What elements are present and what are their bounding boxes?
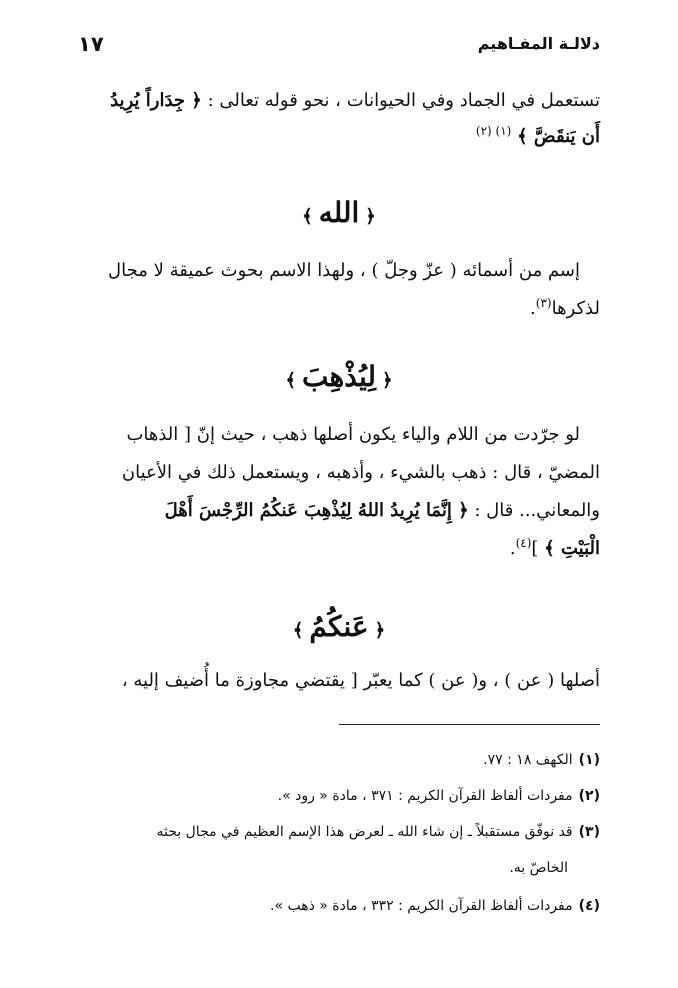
paragraph-2: [78, 252, 600, 328]
page-number: ١٧: [78, 32, 104, 56]
heading-word: لِيُذْهِبَ: [302, 360, 376, 393]
footnote-text: الكهف ١٨ : ٧٧.: [483, 752, 573, 768]
paragraph-4-line-1: أصلها ( عن ) ، و( عن ) كما يعبّر [ يقتضي مجاوزة ما أُضيف إليه ،: [121, 670, 600, 691]
paragraph-2-line-1: إسم من أسمائه ( عزّ وجلّ ) ، ولهذا الاسم بحوث عميقة لا مجال: [108, 260, 580, 281]
period: .: [509, 538, 516, 559]
footnote-number: (٣): [578, 824, 600, 840]
paragraph-1-line-2: [78, 120, 600, 154]
page-header: [78, 26, 600, 60]
paragraph-2-text: لذكرها: [551, 298, 600, 319]
footnote-text: الخاصّ به.: [509, 860, 568, 876]
paragraph-1-line-1: [78, 82, 600, 120]
section-heading-ankum: [78, 610, 600, 643]
quran-verse-continued: الْبَيْتِ ﴾: [544, 538, 600, 559]
quran-verse-continued: أَن يَنقَضَّ ﴾: [517, 126, 600, 147]
section-heading-allah: [78, 196, 600, 229]
paragraph-3-line-4: [78, 530, 600, 568]
quran-verse: ﴿ جِدَاراً يُرِيدُ: [110, 90, 202, 111]
paragraph-1-text: تستعمل في الجماد وفي الحيوانات ، نحو قوله تعالى :: [201, 90, 600, 111]
paragraph-3-line-2: المضيّ ، قال : ذهب بالشيء ، وأذهبه ، ويستعمل ذلك في الأعيان: [121, 462, 600, 483]
footnote-number: (٢): [578, 788, 600, 804]
running-title: دلالـة المفـاهيم: [477, 34, 600, 53]
paragraph-2-line-2: [78, 290, 600, 328]
period: .: [530, 298, 536, 319]
footnote-ref: (٤): [515, 536, 532, 550]
footnote-4: [78, 890, 600, 922]
ornament-right-icon: ﴿: [381, 370, 393, 391]
ornament-left-icon: ﴾: [285, 370, 297, 391]
footnote-3-continued: [78, 852, 600, 884]
paragraph-1: [78, 82, 600, 154]
ornament-right-icon: ﴿: [365, 206, 376, 227]
ornament-right-icon: ﴿: [374, 620, 386, 641]
footnote-ref: (١) (٢): [475, 124, 512, 138]
paragraph-4: [78, 662, 600, 700]
paragraph-3: [78, 416, 600, 568]
heading-word: عَنكُمُ: [309, 610, 369, 643]
footnote-2: [78, 780, 600, 812]
footnote-3: [78, 816, 600, 848]
footnote-number: (٤): [578, 898, 600, 914]
paragraph-3-text: والمعاني... قال :: [468, 500, 600, 521]
ornament-left-icon: ﴾: [292, 620, 304, 641]
footnote-number: (١): [578, 752, 600, 768]
footnote-text: مفردات ألفاظ القرآن الكريم : ٣٧١ ، مادة « رود ».: [277, 788, 573, 804]
footnote-ref: (٣): [535, 296, 552, 310]
heading-word: الله: [318, 196, 360, 229]
paragraph-3-line-3: [78, 492, 600, 530]
quran-verse: ﴿ إِنَّمَا يُرِيدُ اللهُ لِيُذْهِبَ عَنكُمُ الرِّجْسَ أَهْلَ: [164, 500, 469, 521]
footnote-text: قد نوفّق مستقبلاً ـ إن شاء الله ـ لعرض هذا الإسم العظيم في مجال بحثه: [156, 824, 573, 840]
bracket: ]: [531, 538, 545, 559]
footnote-text: مفردات ألفاظ القرآن الكريم : ٣٣٢ ، مادة « ذهب ».: [270, 898, 573, 914]
footnote-divider: [339, 724, 600, 725]
section-heading-liyudhhiba: [78, 360, 600, 393]
ornament-left-icon: ﴾: [302, 206, 313, 227]
footnote-1: [78, 744, 600, 776]
paragraph-3-line-1: لو جرّدت من اللام والياء يكون أصلها ذهب ، حيث إنّ [ الذهاب: [126, 424, 580, 445]
